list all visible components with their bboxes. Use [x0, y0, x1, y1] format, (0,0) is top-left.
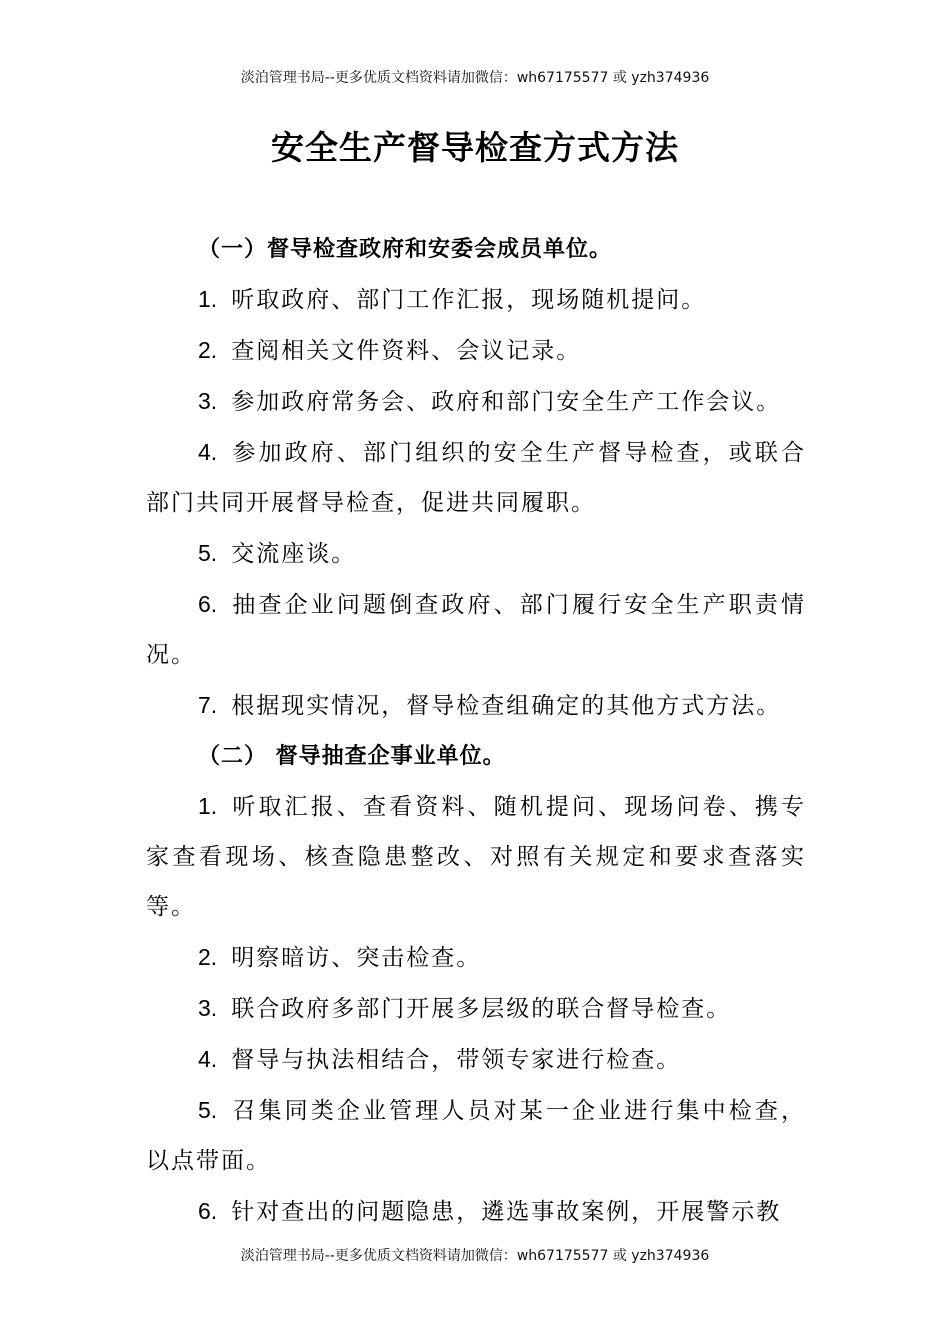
list-item: [146, 781, 806, 932]
item-number: 5.: [198, 540, 218, 566]
list-item: [146, 983, 806, 1034]
item-number: 6.: [198, 1198, 218, 1224]
item-number: 6.: [198, 591, 218, 617]
item-text: 召集同类企业管理人员对某一企业进行集中检查，以点带面。: [146, 1098, 806, 1174]
page-header: 淡泊管理书局--更多优质文档资料请加微信：wh67175577 或 yzh374936: [240, 70, 710, 86]
list-item: [146, 528, 806, 579]
list-item: [146, 579, 806, 680]
item-text: 参加政府、部门组织的安全生产督导检查，或联合部门共同开展督导检查，促进共同履职。: [146, 440, 806, 516]
item-number: 2.: [198, 944, 218, 970]
list-item: [146, 680, 806, 731]
item-text: 交流座谈。: [231, 541, 357, 567]
item-number: 5.: [198, 1097, 218, 1123]
item-number: 1.: [198, 286, 218, 312]
item-number: 7.: [198, 692, 218, 718]
document-body: [146, 224, 806, 1237]
document-title: 安全生产督导检查方式方法: [271, 128, 679, 167]
item-text: 听取汇报、查看资料、随机提问、现场问卷、携专家查看现场、核查隐患整改、对照有关规定和要求查落实等。: [146, 794, 806, 920]
item-text: 联合政府多部门开展多层级的联合督导检查。: [231, 996, 732, 1022]
item-number: 4.: [198, 1046, 218, 1072]
item-number: 3.: [198, 388, 218, 414]
page-footer: 淡泊管理书局--更多优质文档资料请加微信：wh67175577 或 yzh374936: [240, 1248, 710, 1264]
list-item: [146, 376, 806, 427]
item-text: 抽查企业问题倒查政府、部门履行安全生产职责情况。: [146, 592, 806, 668]
section-heading-2: （二） 督导抽查企事业单位。: [198, 743, 506, 769]
list-item: [146, 1034, 806, 1085]
item-text: 查阅相关文件资料、会议记录。: [231, 338, 582, 364]
list-item: [146, 274, 806, 325]
item-text: 参加政府常务会、政府和部门安全生产工作会议。: [231, 389, 782, 415]
list-item: [146, 1186, 806, 1237]
item-number: 4.: [198, 439, 218, 465]
section-heading-1: （一）督导检查政府和安委会成员单位。: [198, 236, 613, 262]
item-number: 2.: [198, 337, 218, 363]
item-text: 针对查出的问题隐患，遴选事故案例，开展警示教: [231, 1199, 782, 1225]
item-text: 督导与执法相结合，带领专家进行检查。: [231, 1047, 682, 1073]
item-number: 1.: [198, 793, 218, 819]
item-text: 听取政府、部门工作汇报，现场随机提问。: [231, 287, 707, 313]
item-text: 明察暗访、突击检查。: [231, 945, 482, 971]
item-number: 3.: [198, 995, 218, 1021]
list-item: [146, 325, 806, 376]
list-item: [146, 1085, 806, 1186]
item-text: 根据现实情况，督导检查组确定的其他方式方法。: [231, 693, 782, 719]
list-item: [146, 427, 806, 528]
list-item: [146, 932, 806, 983]
